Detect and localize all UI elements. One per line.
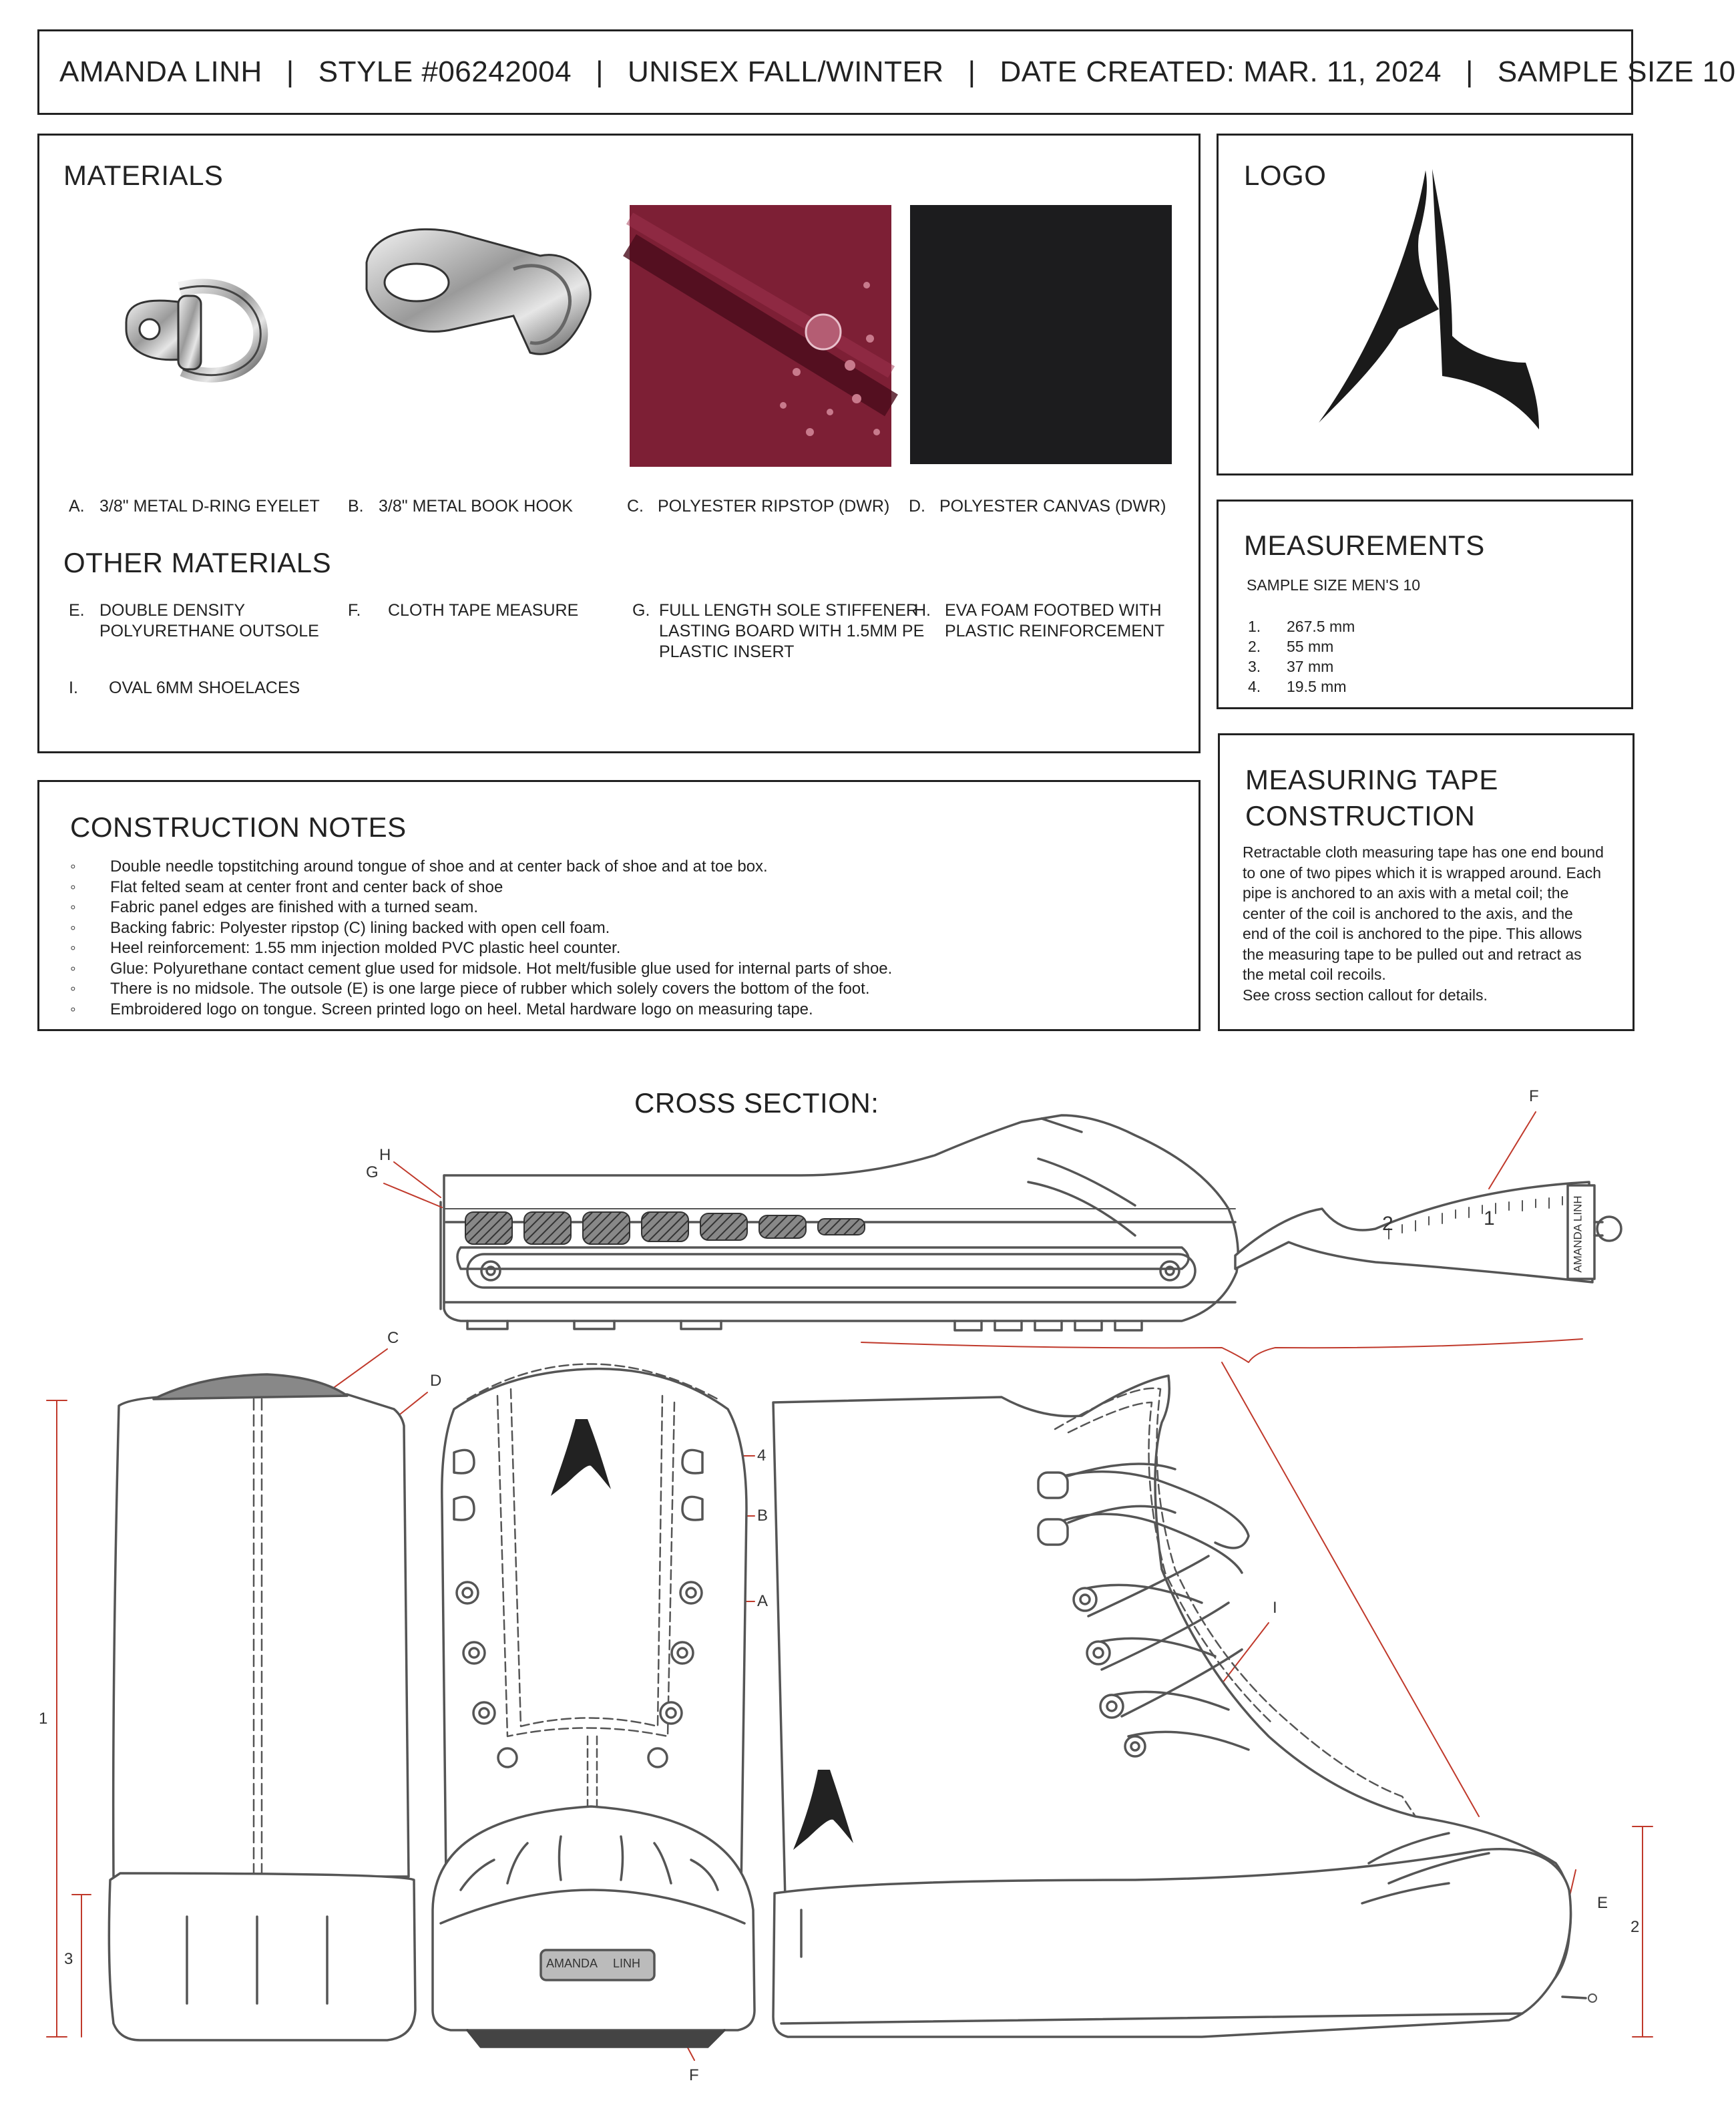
shoe-front-view [433,1364,754,2048]
callout-g: G [366,1163,379,1181]
materials-title: MATERIALS [63,160,224,191]
measurement-1: 1. 267.5 mm [1248,618,1355,635]
measurements-title: MEASUREMENTS [1244,530,1485,561]
shoe-back-view [109,1374,415,2040]
book-hook-image [353,209,607,383]
brand-logo-icon [1299,162,1566,449]
header-separator: | [967,55,976,88]
callout-i: I [1273,1599,1277,1617]
callout-4: 4 [757,1446,767,1465]
materials-panel [37,134,1201,753]
other-material-e: E. DOUBLE DENSITY POLYURETHANE OUTSOLE [69,601,319,640]
note-item: ◦ Glue: Polyurethane contact cement glue used for midsole. Hot melt/fusible glue used for internal parts of shoe. [70,959,892,980]
note-item: ◦ Embroidered logo on tongue. Screen printed logo on heel. Metal hardware logo on measuring tape. [70,1000,892,1020]
cross-section-shoe [441,1115,1238,1330]
measuring-tape-strip [1235,1182,1621,1282]
d-ring-eyelet-image [99,256,300,403]
measurements-list [1248,616,1355,697]
note-item: ◦ There is no midsole. The outsole (E) is one large piece of rubber which solely covers the bottom of the foot. [70,979,892,1000]
technical-drawing [0,1069,1669,2125]
cross-section-title: CROSS SECTION: [634,1087,879,1119]
note-item: ◦ Heel reinforcement: 1.55 mm injection molded PVC plastic heel counter. [70,938,892,959]
season: UNISEX FALL/WINTER [628,55,944,88]
measurement-2: 2. 55 mm [1248,638,1334,655]
style-number: STYLE #06242004 [318,55,572,88]
designer-name: AMANDA LINH [59,55,262,88]
date-created: DATE CREATED: MAR. 11, 2024 [1000,55,1442,88]
other-material-i: I. OVAL 6MM SHOELACES [69,679,300,697]
material-label-c: C. POLYESTER RIPSTOP (DWR) [627,497,890,516]
header-bar [37,29,1736,115]
other-material-f: F. CLOTH TAPE MEASURE [348,601,579,620]
callout-1: 1 [39,1710,48,1728]
material-label-d: D. POLYESTER CANVAS (DWR) [909,497,1166,516]
measuring-tape-description: Retractable cloth measuring tape has one end bound to one of two pipes which it is wrapped around. Each pipe is anchored to an axis with a metal coil; the center of the coil is anchored to the axis, and the end of the coil is anchored to the pipe. This allows the measuring tape to be pulled out and retract as the metal coil recoils. See cross section callout for details. [1243,843,1604,1004]
callout-c: C [387,1329,399,1347]
measurements-panel [1217,500,1633,709]
callout-f-top: F [1529,1087,1539,1105]
other-material-h: H. EVA FOAM FOOTBED WITH PLASTIC REINFORCEMENT [914,601,1165,640]
logo-panel [1217,134,1633,475]
header-separator: | [286,55,294,88]
heel-tab-brand-left: AMANDA [546,1957,598,1970]
construction-notes-title: CONSTRUCTION NOTES [70,811,407,843]
other-material-g: G. FULL LENGTH SOLE STIFFENER LASTING BOARD WITH 1.5MM PE PLASTIC INSERT [632,601,925,661]
shoe-side-view [773,1376,1596,2037]
material-label-b: B. 3/8" METAL BOOK HOOK [348,497,573,516]
tape-number-2: 2 [1382,1213,1393,1235]
callout-h: H [379,1146,391,1164]
sample-size: SAMPLE SIZE 10 [1497,55,1736,88]
polyester-canvas-swatch [910,205,1172,464]
note-item: ◦ Backing fabric: Polyester ripstop (C) lining backed with open cell foam. [70,918,892,939]
logo-title: LOGO [1244,160,1327,191]
measuring-tape-panel [1218,733,1635,1031]
callout-e: E [1597,1894,1608,1912]
callout-b: B [757,1507,769,1525]
header-separator: | [596,55,604,88]
material-label-a: A. 3/8" METAL D-RING EYELET [69,497,320,516]
callout-3: 3 [64,1950,73,1968]
measuring-tape-title: MEASURING TAPE CONSTRUCTION [1245,764,1498,831]
other-materials-title: OTHER MATERIALS [63,547,332,578]
callout-f-bottom: F [689,2066,699,2084]
callout-2: 2 [1631,1918,1640,1936]
callout-a: A [757,1592,769,1610]
note-item: ◦ Flat felted seam at center front and center back of shoe [70,878,892,898]
measurements-subtitle: SAMPLE SIZE MEN'S 10 [1247,576,1421,594]
note-item: ◦ Fabric panel edges are finished with a turned seam. [70,898,892,918]
construction-notes-list [70,857,892,1020]
measurement-4: 4. 19.5 mm [1248,678,1347,695]
tape-number-1: 1 [1484,1207,1495,1229]
polyester-ripstop-swatch [630,205,891,467]
measurement-3: 3. 37 mm [1248,658,1334,675]
heel-tab-brand-right: LINH [613,1957,641,1970]
construction-notes-panel [37,780,1201,1031]
note-item: ◦ Double needle topstitching around tongue of shoe and at center back of shoe and at toe box. [70,857,892,878]
callout-d: D [430,1372,442,1390]
header-separator: | [1465,55,1474,88]
tape-brand-label: AMANDA LINH [1571,1195,1584,1273]
